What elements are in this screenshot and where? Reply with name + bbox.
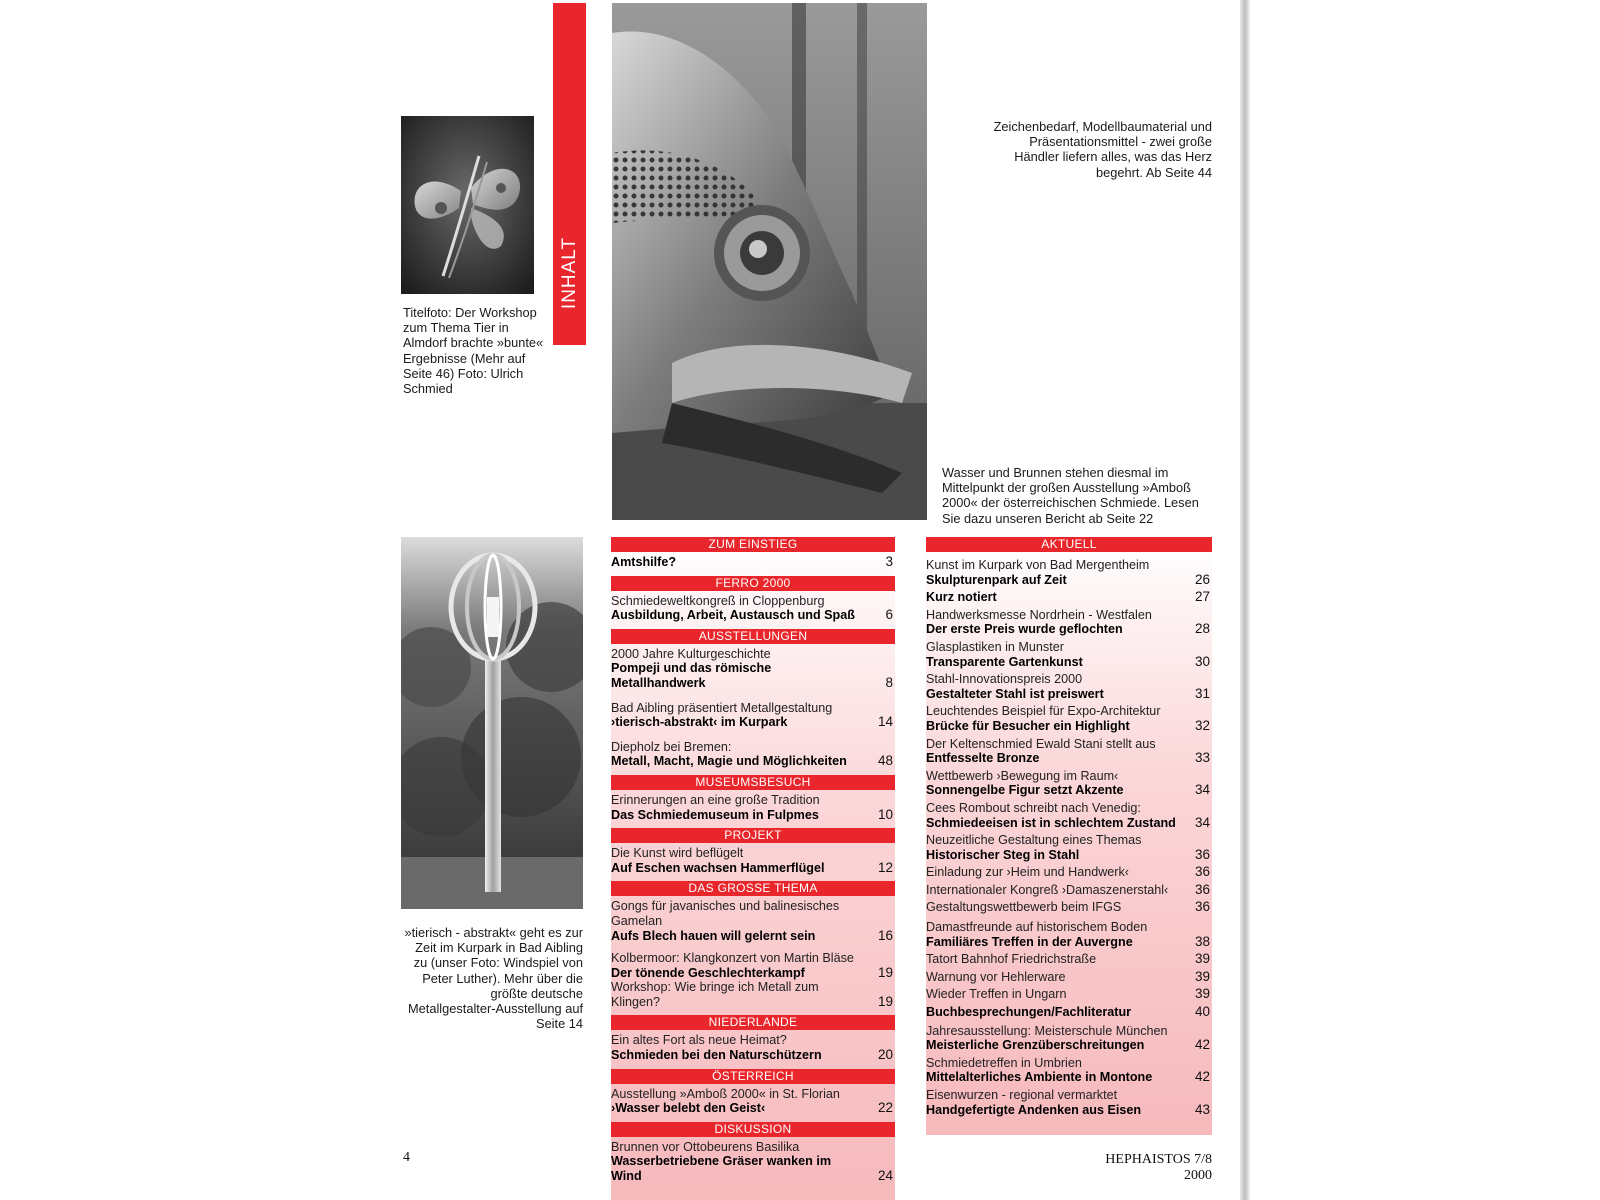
entry-title: Wasserbetriebene Gräser wanken im Wind xyxy=(611,1154,832,1184)
page-edge xyxy=(1240,0,1250,1200)
section-header: DAS GROSSE THEMA xyxy=(611,881,895,896)
entry-subtitle: Warnung vor Hehlerware xyxy=(926,969,1066,984)
entry-subtitle: Erinnerungen an eine große Tradition xyxy=(611,792,820,807)
entry-page: 30 xyxy=(1194,653,1210,669)
toc-entry xyxy=(926,608,1212,637)
toc-section xyxy=(611,1069,895,1116)
entry-subtitle: Gongs für javanisches und balinesisches Gamelan xyxy=(611,899,840,928)
toc-section xyxy=(611,1122,895,1184)
section-header: DISKUSSION xyxy=(611,1122,895,1137)
entry-title: Kurz notiert xyxy=(926,590,997,605)
entry-subtitle: Stahl-Innovationspreis 2000 xyxy=(926,672,1083,687)
entry-subtitle: Handwerksmesse Nordrhein - Westfalen xyxy=(926,607,1152,622)
entry-title: Skulpturenpark auf Zeit xyxy=(926,572,1067,587)
entry-title: ›tierisch-abstrakt‹ im Kurpark xyxy=(611,715,788,730)
entry-title: Historischer Steg in Stahl xyxy=(926,847,1080,862)
windspiel-photo xyxy=(401,537,583,909)
entry-subtitle: Brunnen vor Ottobeurens Basilika xyxy=(611,1139,800,1154)
section-header: AUSSTELLUNGEN xyxy=(611,629,895,644)
entry-page: 3 xyxy=(885,554,893,569)
entry-subtitle: Cees Rombout schreibt nach Venedig: xyxy=(926,800,1141,815)
section-header: FERRO 2000 xyxy=(611,576,895,591)
toc-entry xyxy=(611,980,895,1009)
entry-title: Amtshilfe? xyxy=(611,555,677,569)
entry-subtitle: Schmiedeweltkongreß in Cloppenburg xyxy=(611,593,825,608)
entry-page: 27 xyxy=(1194,589,1210,605)
entry-page: 39 xyxy=(1194,951,1210,967)
toc-entry xyxy=(611,1033,895,1062)
toc-entry xyxy=(611,951,895,980)
entry-title: Gestalteter Stahl ist preiswert xyxy=(926,686,1104,701)
entry-title: Auf Eschen wachsen Hammerflügel xyxy=(611,860,825,875)
section-header: NIEDERLANDE xyxy=(611,1015,895,1030)
toc-entry xyxy=(611,1140,895,1184)
entry-page: 8 xyxy=(885,674,893,690)
entry-subtitle: Der Keltenschmied Ewald Stani stellt aus xyxy=(926,736,1156,751)
entry-subtitle: 2000 Jahre Kulturgeschichte xyxy=(611,646,771,661)
toc-entry xyxy=(926,558,1212,587)
entry-subtitle: Schmiedetreffen in Umbrien xyxy=(926,1055,1082,1070)
toc-entry xyxy=(926,704,1212,733)
toc-entry xyxy=(611,594,895,623)
toc-entry xyxy=(611,899,895,943)
entry-subtitle: Eisenwurzen - regional vermarktet xyxy=(926,1088,1118,1102)
entry-title: Der tönende Geschlechterkampf xyxy=(611,965,805,980)
entry-page: 42 xyxy=(1194,1069,1210,1085)
toc-entry xyxy=(926,640,1212,669)
section-header: PROJEKT xyxy=(611,828,895,843)
entry-subtitle: Tatort Bahnhof Friedrichstraße xyxy=(926,952,1097,967)
section-header: AKTUELL xyxy=(926,537,1212,552)
entry-subtitle: Leuchtendes Beispiel für Expo-Architektur xyxy=(926,704,1161,719)
entry-page: 36 xyxy=(1194,846,1210,862)
entry-page: 36 xyxy=(1194,899,1210,915)
toc-entry xyxy=(926,883,1212,898)
toc-entry xyxy=(926,1024,1212,1053)
toc-entry xyxy=(926,801,1212,830)
toc-entry xyxy=(611,555,895,570)
water-caption: Wasser und Brunnen stehen diesmal im Mittelpunkt der großen Ausstellung »Amboß 2000« der österreichischen Schmiede. Lesen Sie dazu unseren Bericht ab Seite 22 xyxy=(942,465,1199,526)
entry-page: 28 xyxy=(1194,621,1210,637)
windspiel-caption: »tierisch - abstrakt« geht es zur Zeit im Kurpark in Bad Aibling zu (unser Foto: Windspiel von Peter Luther). Mehr über die größte deutsche Metallgestalter-Ausstellung auf Seite 14 xyxy=(404,925,583,1032)
entry-title: Brücke für Besucher ein Highlight xyxy=(926,718,1130,733)
toc-section xyxy=(611,576,895,623)
entry-page: 39 xyxy=(1194,968,1210,984)
entry-page: 36 xyxy=(1194,864,1210,880)
toc-entry xyxy=(926,1005,1212,1020)
entry-subtitle: Damastfreunde auf historischem Boden xyxy=(926,920,1148,935)
entry-title: Transparente Gartenkunst xyxy=(926,654,1083,669)
entry-page: 38 xyxy=(1194,933,1210,949)
toc-entry xyxy=(926,833,1212,862)
section-header: MUSEUMSBESUCH xyxy=(611,775,895,790)
entry-title: Aufs Blech hauen will gelernt sein xyxy=(611,928,816,943)
entry-subtitle: Die Kunst wird beflügelt xyxy=(611,846,744,861)
entry-page: 42 xyxy=(1194,1037,1210,1053)
toc-section xyxy=(611,881,895,1009)
toc-entry xyxy=(611,1087,895,1116)
toc-column-middle xyxy=(611,537,895,1200)
entry-subtitle: Bad Aibling präsentiert Metallgestaltung xyxy=(611,700,833,715)
entry-subtitle: Gestaltungswettbewerb beim IFGS xyxy=(926,900,1122,915)
toc-entry xyxy=(926,672,1212,701)
title-photo-caption: Titelfoto: Der Workshop zum Thema Tier in Almdorf brachte »bunte« Ergebnisse (Mehr auf Seite 46) Foto: Ulrich Schmied xyxy=(403,305,544,397)
toc-entry xyxy=(611,793,895,822)
entry-title: Familiäres Treffen in der Auvergne xyxy=(926,934,1133,949)
entry-title: ›Wasser belebt den Geist‹ xyxy=(611,1101,766,1116)
toc-entry xyxy=(926,737,1212,766)
entry-page: 6 xyxy=(885,607,893,623)
entry-subtitle: Neuzeitliche Gestaltung eines Themas xyxy=(926,833,1142,848)
toc-entry xyxy=(926,970,1212,985)
entry-subtitle: Jahresausstellung: Meisterschule München xyxy=(926,1023,1168,1038)
entry-title: Mittelalterliches Ambiente in Montone xyxy=(926,1070,1153,1085)
toc-entry xyxy=(611,701,895,730)
entry-title: Buchbesprechungen/Fachliteratur xyxy=(926,1005,1132,1020)
toc-entry xyxy=(926,920,1212,949)
entry-page: 48 xyxy=(877,753,893,769)
entry-subtitle: Kunst im Kurpark von Bad Mergentheim xyxy=(926,558,1150,572)
entry-page: 12 xyxy=(877,859,893,875)
toc-section xyxy=(611,537,895,570)
toc-column-right xyxy=(926,537,1212,1135)
section-header: ZUM EINSTIEG xyxy=(611,537,895,552)
toc-section xyxy=(611,1015,895,1062)
toc-entry xyxy=(926,987,1212,1002)
entry-subtitle: Diepholz bei Bremen: xyxy=(611,739,732,754)
toc-section xyxy=(611,828,895,875)
entry-title: Das Schmiedemuseum in Fulpmes xyxy=(611,807,819,822)
entry-title: Handgefertigte Andenken aus Eisen xyxy=(926,1102,1142,1117)
entry-subtitle: Kolbermoor: Klangkonzert von Martin Bläse xyxy=(611,951,854,966)
section-header: ÖSTERREICH xyxy=(611,1069,895,1084)
toc-section xyxy=(611,629,895,769)
toc-section xyxy=(611,775,895,822)
entry-subtitle: Workshop: Wie bringe ich Metall zum Klingen? xyxy=(611,980,819,1009)
entry-page: 26 xyxy=(1194,571,1210,587)
toc-entry xyxy=(926,1088,1212,1117)
toc-entry xyxy=(926,900,1212,915)
entry-page: 43 xyxy=(1194,1101,1210,1117)
supplies-caption: Zeichenbedarf, Modellbaumaterial und Präsentationsmittel - zwei große Händler liefern alles, was das Herz begehrt. Ab Seite 44 xyxy=(993,119,1212,180)
entry-title: Schmieden bei den Naturschützern xyxy=(611,1048,822,1063)
toc-entry xyxy=(926,769,1212,798)
entry-title: Sonnengelbe Figur setzt Akzente xyxy=(926,783,1124,798)
entry-title: Schmiedeeisen ist in schlechtem Zustand xyxy=(926,815,1176,830)
entry-subtitle: Einladung zur ›Heim und Handwerk‹ xyxy=(926,865,1129,880)
entry-subtitle: Ein altes Fort als neue Heimat? xyxy=(611,1033,787,1048)
entry-title: Pompeji und das römische Metallhandwerk xyxy=(611,661,772,690)
toc-entry xyxy=(611,740,895,769)
entry-subtitle: Internationaler Kongreß ›Damaszenerstahl‹ xyxy=(926,882,1169,897)
entry-page: 24 xyxy=(877,1168,893,1184)
entry-page: 19 xyxy=(877,964,893,980)
entry-subtitle: Wieder Treffen in Ungarn xyxy=(926,987,1067,1002)
entry-page: 20 xyxy=(877,1047,893,1063)
toc-entry xyxy=(926,865,1212,880)
toc-entry xyxy=(611,846,895,875)
page-number: 4 xyxy=(403,1150,410,1165)
toc-entry xyxy=(611,647,895,691)
entry-page: 16 xyxy=(877,927,893,943)
toc-entry xyxy=(926,590,1212,605)
entry-title: Der erste Preis wurde geflochten xyxy=(926,622,1123,637)
entry-title: Metall, Macht, Magie und Möglichkeiten xyxy=(611,754,847,769)
entry-title: Entfesselte Bronze xyxy=(926,751,1040,766)
entry-page: 39 xyxy=(1194,986,1210,1002)
entry-page: 34 xyxy=(1194,814,1210,830)
entry-page: 19 xyxy=(877,993,893,1009)
entry-page: 22 xyxy=(877,1100,893,1116)
inhalt-label-bar xyxy=(553,3,586,345)
entry-page: 33 xyxy=(1194,750,1210,766)
magazine-issue: HEPHAISTOS 7/8 2000 xyxy=(1105,1152,1212,1183)
entry-subtitle: Ausstellung »Amboß 2000« in St. Florian xyxy=(611,1086,840,1101)
fish-sculpture-photo xyxy=(612,3,927,520)
entry-title: Ausbildung, Arbeit, Austausch und Spaß xyxy=(611,608,855,623)
inhalt-label: INHALT xyxy=(558,236,580,310)
entry-page: 32 xyxy=(1194,717,1210,733)
entry-page: 10 xyxy=(877,806,893,822)
toc-entry xyxy=(926,1056,1212,1085)
entry-page: 14 xyxy=(877,714,893,730)
toc-entry xyxy=(926,952,1212,967)
entry-page: 31 xyxy=(1194,685,1210,701)
entry-page: 40 xyxy=(1194,1004,1210,1020)
entry-subtitle: Wettbewerb ›Bewegung im Raum‹ xyxy=(926,768,1119,783)
entry-page: 34 xyxy=(1194,782,1210,798)
entry-subtitle: Glasplastiken in Munster xyxy=(926,639,1064,654)
entry-title: Meisterliche Grenzüberschreitungen xyxy=(926,1038,1145,1053)
entry-page: 36 xyxy=(1194,881,1210,897)
title-photo xyxy=(401,116,534,294)
